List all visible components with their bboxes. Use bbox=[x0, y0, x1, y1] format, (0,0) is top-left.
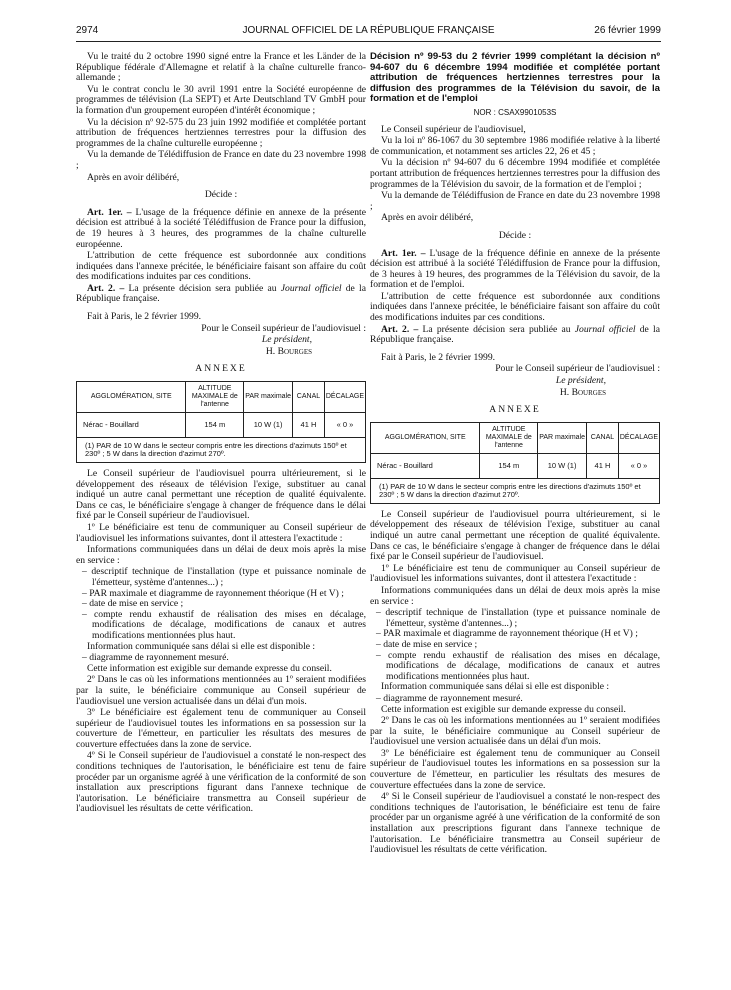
cell-altitude: 154 m bbox=[480, 453, 538, 478]
signatory-title: Le président, bbox=[261, 334, 312, 346]
signatory-name: H. Bourges bbox=[559, 386, 606, 398]
deliberation-line: Après en avoir délibéré, bbox=[87, 171, 180, 183]
cell-site: Nérac - Bouillard bbox=[371, 453, 480, 478]
list-item: – descriptif technique de l'installation (type et puissance nominale de l'émetteur, système d'antennes...) ; bbox=[376, 607, 660, 629]
col-header-par: PAR maximale bbox=[538, 422, 587, 453]
cell-par: 10 W (1) bbox=[244, 413, 293, 438]
body-paragraph: 4º Si le Conseil supérieur de l'audiovisuel a constaté le non-respect des conditions techniques de l'autorisation, le bénéficiaire est tenu de faire procéder par un organisme agréé à une vérification de la conformité de son installation aux prescriptions figurant dans l'annexe technique de l'autorisation. Le bénéficiaire transmettra au Conseil supérieur de l'audiovisuel les résultats de cette vérification. bbox=[370, 791, 660, 856]
table-footnote: (1) PAR de 10 W dans le secteur compris entre les directions d'azimuts 150º et 230º ; 5 W dans la direction d'azimut 270º. bbox=[371, 478, 660, 503]
list-item: – date de mise en service ; bbox=[82, 598, 184, 610]
body-paragraph: 3º Le bénéficiaire est également tenu de communiquer au Conseil supérieur de l'audiovisuel toutes les informations en sa possession sur la couverture de l'émetteur, en particulier les résultats des mesures de couverture effectuées dans la zone de service. bbox=[76, 707, 366, 750]
article-text: La présente décision sera publiée au bbox=[422, 323, 575, 335]
annexe-table bbox=[76, 381, 366, 463]
body-paragraph: Cette information est exigible sur demande expresse du conseil. bbox=[87, 662, 332, 674]
col-header-decalage: DÉCALAGE bbox=[618, 422, 659, 453]
visa-paragraph: Vu la loi nº 86-1067 du 30 septembre 1986 modifiée relative à la liberté de communication, et notamment ses articles 22, 26 et 45 ; bbox=[370, 135, 660, 157]
issue-date: 26 février 1999 bbox=[594, 25, 661, 36]
body-paragraph: 2º Dans le cas où les informations mentionnées au 1º seraient modifiées par la suite, le bénéficiaire communique au Conseil supérieur de l'audiovisuel une version actualisée dans un délai d'un mois. bbox=[76, 674, 366, 707]
body-paragraph: Information communiquée sans délai si elle est disponible : bbox=[87, 640, 316, 652]
col-header-canal: CANAL bbox=[293, 382, 325, 413]
article-1 bbox=[76, 208, 366, 250]
visa-paragraph: Vu la décision nº 94-607 du 6 décembre 1994 modifiée et complétée portant attribution de fréquences hertziennes terrestres pour la diffusion des programmes de la Télévision du savoir, de la formation et de l'emploi ; bbox=[370, 157, 660, 190]
journal-title: JOURNAL OFFICIEL DE LA RÉPUBLIQUE FRANÇAISE bbox=[242, 25, 495, 36]
page-number: 2974 bbox=[76, 25, 99, 36]
col-header-altitude: ALTITUDE MAXIMALE de l'antenne bbox=[186, 382, 244, 413]
signatory-body: Pour le Conseil supérieur de l'audiovisuel : bbox=[201, 322, 366, 334]
body-paragraph: Information communiquée sans délai si elle est disponible : bbox=[381, 681, 610, 693]
body-paragraph: Le Conseil supérieur de l'audiovisuel pourra ultérieurement, si le développement des réseaux de télévision l'exige, substituer au canal indiqué un autre canal permettant une réception de qualité équivalente. Dans ce cas, le bénéficiaire s'engage à changer de fréquence dans le délai fixé par le Conseil supérieur de l'audiovisuel. bbox=[76, 468, 366, 522]
col-header-par: PAR maximale bbox=[244, 382, 293, 413]
col-header-altitude: ALTITUDE MAXIMALE de l'antenne bbox=[480, 422, 538, 453]
visa-paragraph: Vu la demande de Télédiffusion de France en date du 23 novembre 1998 ; bbox=[76, 149, 366, 171]
page-header bbox=[76, 25, 661, 42]
body-paragraph: Informations communiquées dans un délai de deux mois après la mise en service : bbox=[76, 544, 366, 566]
body-paragraph: Informations communiquées dans un délai de deux mois après la mise en service : bbox=[370, 584, 660, 607]
col-header-decalage: DÉCALAGE bbox=[324, 382, 365, 413]
list-item: – descriptif technique de l'installation (type et puissance nominale de l'émetteur, système d'antennes...) ; bbox=[82, 566, 366, 588]
info-list bbox=[76, 567, 366, 641]
col-header-site: AGGLOMÉRATION, SITE bbox=[77, 382, 186, 413]
annexe-heading: ANNEXE bbox=[489, 404, 541, 416]
cell-canal: 41 H bbox=[293, 413, 325, 438]
list-item: – PAR maximale et diagramme de rayonnement théorique (H et V) ; bbox=[82, 587, 344, 599]
list-item: – diagramme de rayonnement mesuré. bbox=[82, 652, 229, 664]
cell-site: Nérac - Bouillard bbox=[77, 413, 186, 438]
signing-place-date: Fait à Paris, le 2 février 1999. bbox=[87, 311, 202, 323]
article-2 bbox=[76, 284, 366, 305]
body-paragraph: 1º Le bénéficiaire est tenu de communiquer au Conseil supérieur de l'audiovisuel les informations suivantes, dont il attestera l'exactitude : bbox=[76, 522, 366, 544]
signatory-name: H. Bourges bbox=[265, 345, 312, 357]
article-label: Art. 2. – bbox=[87, 282, 125, 294]
visa-paragraph: Vu le contrat conclu le 30 avril 1991 entre la Société européenne de programmes de télévision (La SEPT) et Arte Deutschland TV GmbH pour la formation d'un groupement européen d'intérêt économique ; bbox=[76, 83, 366, 116]
body-paragraph: Cette information est exigible sur demande expresse du conseil. bbox=[381, 703, 626, 715]
body-paragraph: 2º Dans le cas où les informations mentionnées au 1º seraient modifiées par la suite, le bénéficiaire communique au Conseil supérieur de l'audiovisuel une version actualisée dans un délai d'un mois. bbox=[370, 715, 660, 748]
cell-altitude: 154 m bbox=[186, 413, 244, 438]
signatory-title: Le président, bbox=[555, 375, 606, 387]
article-1-paragraph-2: L'attribution de cette fréquence est subordonnée aux conditions indiquées dans l'annexe précitée, le bénéficiaire faisant son affaire du coût des modifications induites par ces conditions. bbox=[76, 250, 366, 283]
cell-decalage: « 0 » bbox=[618, 453, 659, 478]
article-text: de la République française. bbox=[76, 282, 366, 305]
list-item: – date de mise en service ; bbox=[376, 638, 478, 650]
cell-par: 10 W (1) bbox=[538, 453, 587, 478]
article-1-paragraph-2: L'attribution de cette fréquence est subordonnée aux conditions indiquées dans l'annexe précitée, le bénéficiaire faisant son affaire du coût des modifications induites par ces conditions. bbox=[370, 290, 660, 324]
article-text: L'usage de la fréquence définie en annexe de la présente décision est attribué à la société Télédiffusion de France pour la diffusion, de 3 heures à 19 heures, des programmes de la Télévision du savoir, de la formation et de l'emploi. bbox=[370, 247, 660, 291]
cell-decalage: « 0 » bbox=[324, 413, 365, 438]
info-list bbox=[370, 694, 660, 705]
journal-officiel-italic: Journal officiel bbox=[574, 323, 636, 335]
list-item: – diagramme de rayonnement mesuré. bbox=[376, 692, 523, 704]
article-text: de la République française. bbox=[370, 323, 660, 346]
list-item: – compte rendu exhaustif de réalisation des mises en décalage, modifications de décalage, modifications de canaux et autres modifications mentionnées plus haut. bbox=[82, 608, 366, 641]
body-paragraph: Le Conseil supérieur de l'audiovisuel pourra ultérieurement, si le développement des réseaux de télévision l'exige, substituer au canal indiqué un autre canal permettant une réception de qualité équivalente. Dans ce cas, le bénéficiaire s'engage à changer de fréquence dans le délai fixé par le Conseil supérieur de l'audiovisuel. bbox=[370, 508, 660, 563]
annexe-heading: ANNEXE bbox=[195, 363, 247, 375]
col-header-site: AGGLOMÉRATION, SITE bbox=[371, 422, 480, 453]
article-text: L'usage de la fréquence définie en annexe de la présente décision est attribué à la société Télédiffusion de France pour la diffusion, de 19 heures à 3 heures, des programmes de la chaîne culturelle européenne. bbox=[76, 206, 366, 250]
visa-paragraph: Vu la décision nº 92-575 du 23 juin 1992 modifiée et complétée portant attribution de fréquences hertziennes terrestres pour la diffusion des programmes de la chaîne culturelle européenne ; bbox=[76, 116, 366, 149]
cell-canal: 41 H bbox=[587, 453, 619, 478]
list-item: – compte rendu exhaustif de réalisation des mises en décalage, modifications de décalage, modifications de canaux et autres modifications mentionnées plus haut. bbox=[376, 649, 660, 682]
article-label: Art. 2. – bbox=[381, 323, 419, 335]
preamble: Le Conseil supérieur de l'audiovisuel, bbox=[381, 123, 526, 135]
table-row bbox=[371, 453, 660, 478]
list-item: – PAR maximale et diagramme de rayonnement théorique (H et V) ; bbox=[376, 628, 638, 640]
info-list bbox=[370, 608, 660, 682]
article-label: Art. 1er. – bbox=[87, 206, 132, 218]
decision-title: Décision nº 99-53 du 2 février 1999 complétant la décision nº 94-607 du 6 décembre 1994 modifiée et complétée portant attribution de fréquences hertziennes terrestres pour la diffusion des programmes de la Télévision du savoir, de la formation et de l'emploi bbox=[370, 51, 660, 105]
left-column bbox=[76, 52, 366, 816]
article-1 bbox=[370, 249, 660, 291]
right-column bbox=[370, 52, 660, 857]
annexe-table bbox=[370, 422, 660, 504]
signing-place-date: Fait à Paris, le 2 février 1999. bbox=[381, 351, 496, 363]
decide-heading: Décide : bbox=[498, 229, 532, 241]
article-label: Art. 1er. – bbox=[381, 247, 426, 259]
deliberation-line: Après en avoir délibéré, bbox=[381, 212, 474, 224]
journal-officiel-italic: Journal officiel bbox=[280, 282, 342, 294]
body-paragraph: 4º Si le Conseil supérieur de l'audiovisuel a constaté le non-respect des conditions techniques de l'autorisation, le bénéficiaire est tenu de faire procéder par un organisme agréé à une vérification de la conformité de son installation aux prescriptions figurant dans l'annexe technique de l'autorisation. Le bénéficiaire transmettra au Conseil supérieur de l'audiovisuel les résultats de cette vérification. bbox=[76, 750, 366, 815]
visa-paragraph: Vu le traité du 2 octobre 1990 signé entre la France et les Länder de la République fédérale d'Allemagne et relatif à la chaîne culturelle franco-allemande ; bbox=[76, 51, 366, 84]
table-footnote: (1) PAR de 10 W dans le secteur compris entre les directions d'azimuts 150º et 230º ; 5 W dans la direction d'azimut 270º. bbox=[77, 438, 366, 463]
article-2 bbox=[370, 325, 660, 346]
article-text: La présente décision sera publiée au bbox=[128, 282, 281, 294]
col-header-canal: CANAL bbox=[587, 422, 619, 453]
body-paragraph: 3º Le bénéficiaire est également tenu de communiquer au Conseil supérieur de l'audiovisuel toutes les informations en sa possession sur la couverture de l'émetteur, en particulier les résultats des mesures de couverture effectuées dans la zone de service. bbox=[370, 747, 660, 791]
signatory-body: Pour le Conseil supérieur de l'audiovisuel : bbox=[495, 363, 660, 375]
nor-reference: NOR : CSAX9901053S bbox=[473, 107, 557, 117]
table-row bbox=[77, 413, 366, 438]
visa-paragraph: Vu la demande de Télédiffusion de France en date du 23 novembre 1998 ; bbox=[370, 190, 660, 212]
decide-heading: Décide : bbox=[204, 189, 238, 201]
body-paragraph: 1º Le bénéficiaire est tenu de communiquer au Conseil supérieur de l'audiovisuel les informations suivantes, dont il attestera l'exactitude : bbox=[370, 562, 660, 585]
